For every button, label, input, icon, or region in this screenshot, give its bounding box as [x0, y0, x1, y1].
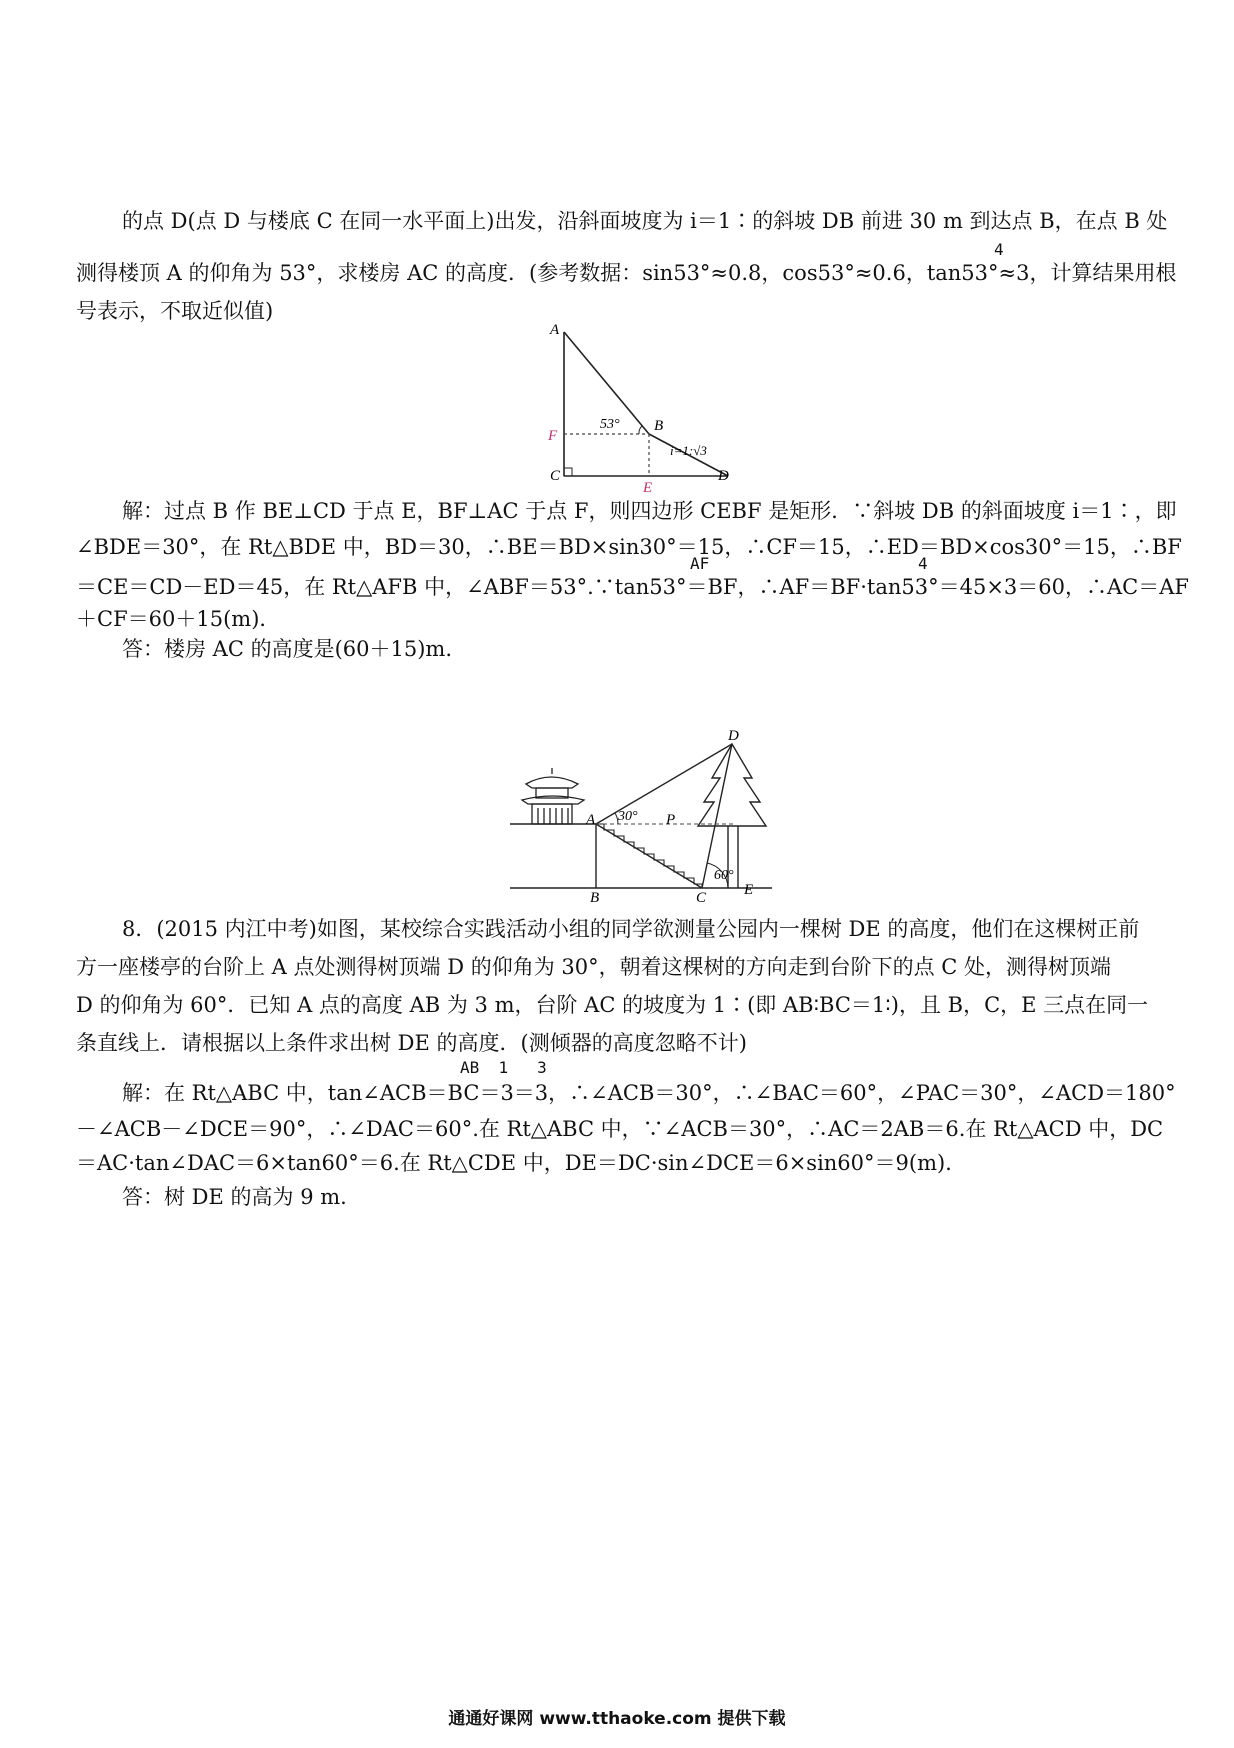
angle-60: 60° — [714, 868, 734, 883]
line-ad — [596, 744, 732, 824]
pavilion-icon — [522, 768, 584, 824]
problem7-answer: 答：楼房 AC 的高度是(60＋15)m. — [122, 637, 453, 661]
tree-icon — [698, 744, 766, 888]
label-a: A — [550, 322, 560, 338]
label-a: A — [586, 812, 596, 828]
right-angle-c — [564, 468, 572, 476]
label-e: E — [643, 480, 653, 496]
label-e: E — [744, 882, 754, 898]
angle-53: 53° — [600, 417, 620, 432]
problem8-solution-line1: 解：在 Rt△ABC 中，tan∠ACB＝BC＝3＝3，∴∠ACB＝30°，∴∠BAC＝60°，∠PAC＝30°，∠ACD＝180° — [122, 1081, 1176, 1105]
line-ac — [596, 824, 702, 888]
problem7-four-numerator: 4 — [918, 554, 928, 573]
angle-arc-b — [639, 426, 642, 434]
label-f: F — [548, 428, 558, 444]
problem7-text-line2: 测得楼顶 A 的仰角为 53°，求楼房 AC 的高度．(参考数据：sin53°≈0.8，cos53°≈0.6，tan53°≈3，计算结果用根 — [76, 261, 1177, 285]
problem8-fraction-numerators: AB 1 3 — [460, 1058, 547, 1077]
slope-label: i=1:√3 — [670, 443, 707, 458]
problem8-text-line2: 方一座楼亭的台阶上 A 点处测得树顶端 D 的仰角为 30°，朝着这棵树的方向走到台阶下的点 C 处，测得树顶端 — [76, 955, 1112, 979]
problem7-figure — [536, 320, 736, 496]
label-b: B — [590, 890, 600, 906]
problem8-text-line3: D 的仰角为 60°．已知 A 点的高度 AB 为 3 m，台阶 AC 的坡度为 1∶(即 AB∶BC＝1∶)，且 B，C，E 三点在同一 — [76, 993, 1149, 1017]
label-d: D — [728, 728, 739, 744]
problem7-text-line3: 号表示，不取近似值) — [76, 299, 274, 323]
problem7-text-line1: 的点 D(点 D 与楼底 C 在同一水平面上)出发，沿斜面坡度为 i＝1∶的斜坡 DB 前进 30 m 到达点 B，在点 B 处 — [122, 209, 1168, 233]
label-c: C — [696, 890, 707, 906]
problem8-solution-line2: －∠ACB－∠DCE＝90°，∴∠DAC＝60°.在 Rt△ABC 中，∵∠ACB＝30°，∴AC＝2AB＝6.在 Rt△ACD 中，DC — [76, 1117, 1164, 1141]
problem7-solution-line2: ∠BDE＝30°，在 Rt△BDE 中，BD＝30，∴BE＝BD×sin30°＝15，∴CF＝15，∴ED＝BD×cos30°＝15，∴BF — [76, 535, 1182, 559]
problem7-solution-line3: ＝CE＝CD－ED＝45，在 Rt△AFB 中，∠ABF＝53°.∵tan53°＝BF，∴AF＝BF·tan53°＝45×3＝60，∴AC＝AF — [76, 575, 1189, 599]
footer-credit: 通通好课网 www.tthaoke.com 提供下载 — [448, 1709, 786, 1729]
problem8-solution-line3: ＝AC·tan∠DAC＝6×tan60°＝6.在 Rt△CDE 中，DE＝DC·sin∠DCE＝6×sin60°＝9(m)． — [76, 1151, 967, 1175]
problem7-af-numerator: AF — [690, 554, 710, 573]
problem8-answer: 答：树 DE 的高为 9 m. — [122, 1185, 347, 1209]
problem7-solution-line4: ＋CF＝60＋15(m)． — [76, 607, 281, 631]
problem7-tan-numerator: 4 — [994, 240, 1004, 259]
problem8-text-line4: 条直线上．请根据以上条件求出树 DE 的高度．(测倾器的高度忽略不计) — [76, 1031, 747, 1055]
problem7-solution-line1: 解：过点 B 作 BE⊥CD 于点 E，BF⊥AC 于点 F，则四边形 CEBF 是矩形．∵斜坡 DB 的斜面坡度 i＝1∶，即 — [122, 499, 1177, 523]
problem8-figure — [506, 726, 776, 906]
problem8-text-line1: 8．(2015 内江中考)如图，某校综合实践活动小组的同学欲测量公园内一棵树 DE 的高度，他们在这棵树正前 — [122, 917, 1140, 941]
label-c: C — [550, 468, 561, 484]
label-b: B — [654, 418, 664, 434]
label-d: D — [718, 468, 729, 484]
label-p: P — [666, 812, 676, 828]
angle-30: 30° — [618, 809, 638, 824]
